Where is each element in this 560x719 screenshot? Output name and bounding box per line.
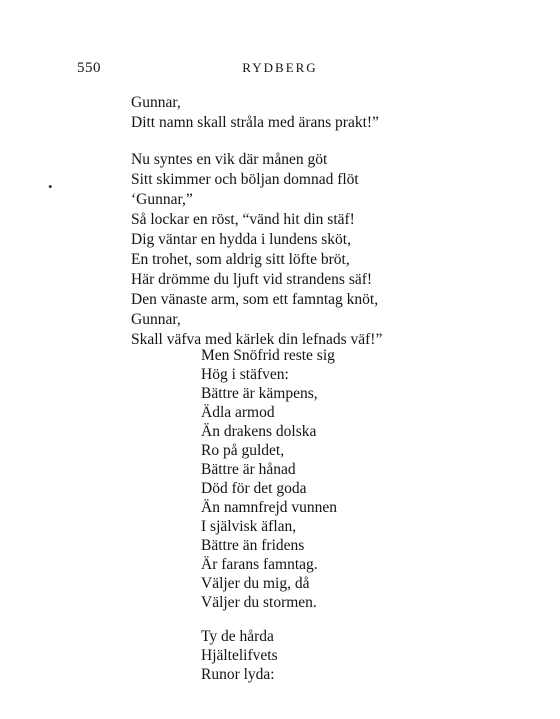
- verse-line: Men Snöfrid reste sig: [201, 347, 335, 364]
- verse-line: Död för det goda: [201, 480, 307, 497]
- verse-line: Gunnar,: [131, 94, 181, 111]
- verse-line: Skall väfva med kärlek din lefnads väf!”: [131, 331, 383, 348]
- verse-line: Nu syntes en vik där månen göt: [131, 151, 328, 168]
- verse-line: Väljer du stormen.: [201, 594, 317, 611]
- verse-line: Ro på guldet,: [201, 442, 285, 459]
- verse-line: Den vänaste arm, som ett famntag knöt,: [131, 291, 379, 308]
- page-number: 550: [77, 60, 101, 76]
- verse-line: Bättre är kämpens,: [201, 385, 318, 402]
- running-head: RYDBERG: [242, 60, 318, 75]
- verse-line: Här drömme du ljuft vid strandens säf!: [131, 271, 373, 288]
- verse-line: Så lockar en röst, “vänd hit din stäf!: [131, 211, 355, 228]
- verse-line: Väljer du mig, då: [201, 575, 310, 592]
- verse-line: Än drakens dolska: [201, 423, 317, 440]
- verse-line: En trohet, som aldrig sitt löfte bröt,: [131, 251, 350, 268]
- verse-line: Dig väntar en hydda i lundens sköt,: [131, 231, 351, 248]
- verse-line: Är farans famntag.: [201, 556, 318, 573]
- verse-line: Än namnfrejd vunnen: [201, 499, 338, 516]
- verse-line: Ditt namn skall stråla med ärans prakt!”: [131, 114, 379, 131]
- verse-line: ‘Gunnar,”: [131, 191, 193, 208]
- verse-line: Hjältelifvets: [201, 647, 278, 664]
- verse-line: Ty de hårda: [201, 628, 274, 645]
- verse-line: Hög i stäfven:: [201, 366, 289, 383]
- verse-line: Gunnar,: [131, 311, 181, 328]
- margin-mark: •: [48, 179, 53, 194]
- verse-line: Bättre är hånad: [201, 461, 296, 478]
- verse-line: Runor lyda:: [201, 666, 275, 683]
- verse-line: Ädla armod: [201, 404, 275, 421]
- verse-line: Sitt skimmer och böljan domnad flöt: [131, 171, 359, 188]
- verse-line: Bättre än fridens: [201, 537, 305, 554]
- verse-line: I självisk äflan,: [201, 518, 297, 535]
